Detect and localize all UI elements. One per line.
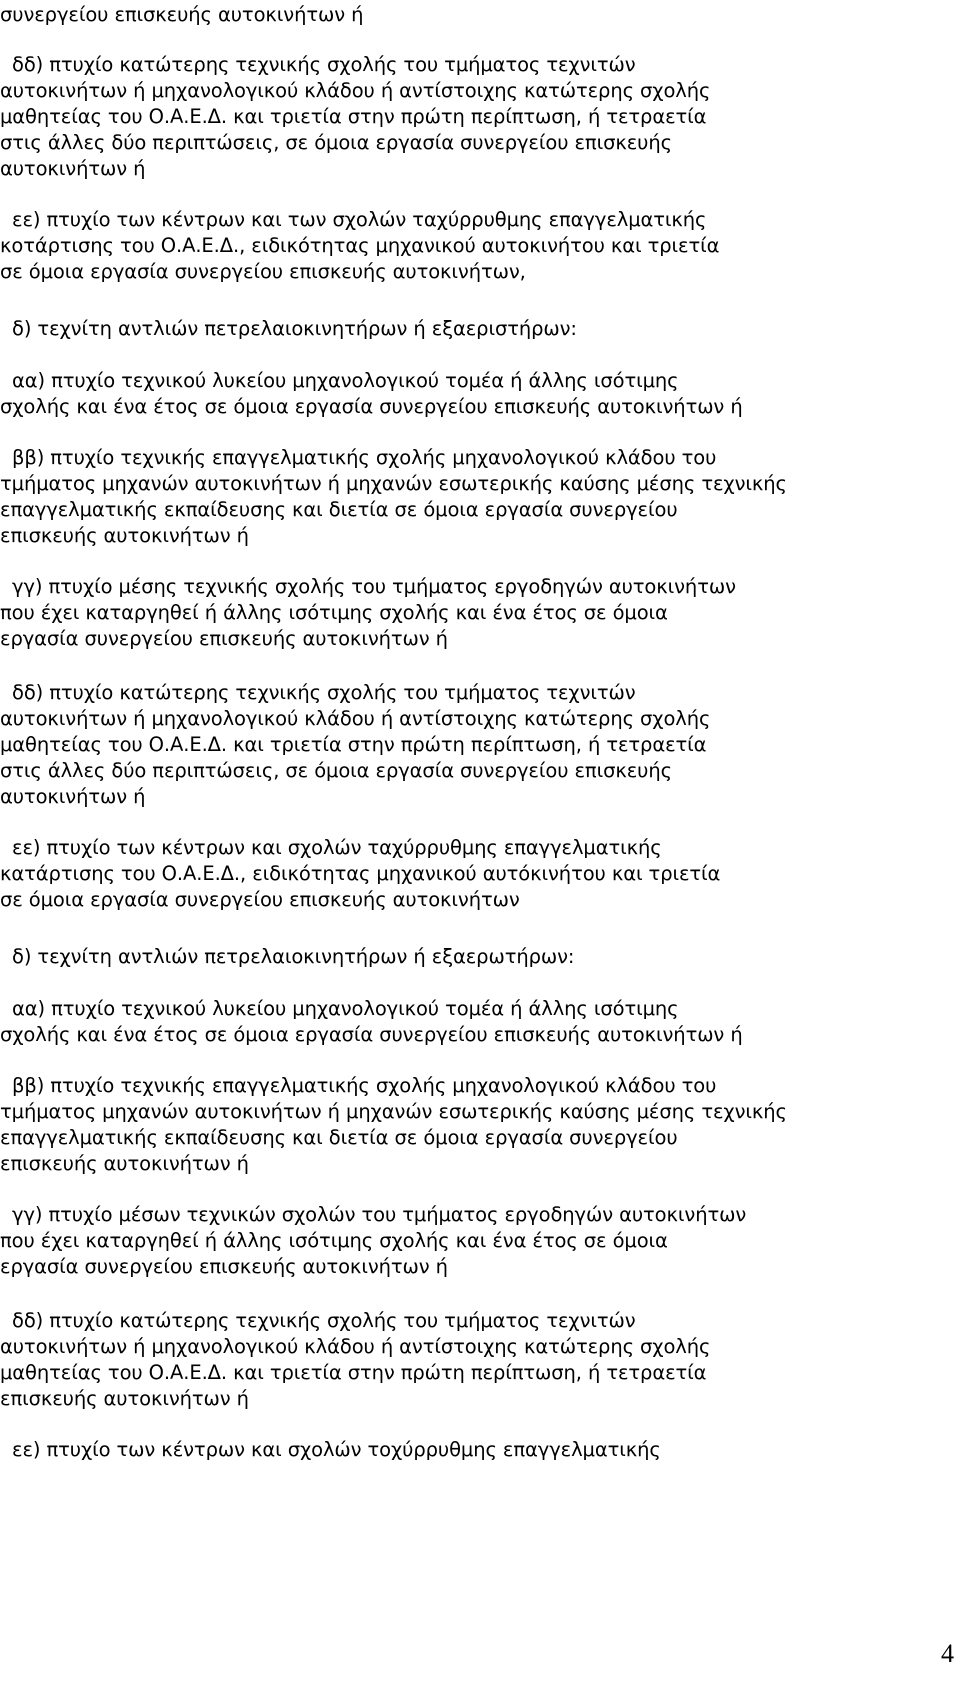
paragraph-line: αυτοκινήτων ή μηχανολογικού κλάδου ή αντίστοιχης κατώτερης σχολής bbox=[0, 79, 711, 102]
paragraph-line: σε όμοια εργασία συνεργείου επισκευής αυτοκινήτων bbox=[0, 888, 520, 911]
paragraph-first-line: δ) τεχνίτη αντλιών πετρελαιοκινητήρων ή εξαεριστήρων: bbox=[12, 317, 577, 340]
paragraph-line: στις άλλες δύο περιπτώσεις, σε όμοια εργασία συνεργείου επισκευής bbox=[0, 759, 672, 782]
paragraph-line: στις άλλες δύο περιπτώσεις, σε όμοια εργασία συνεργείου επισκευής bbox=[0, 131, 672, 154]
paragraph-line: τμήματος μηχανών αυτοκινήτων ή μηχανών εσωτερικής καύσης μέσης τεχνικής bbox=[0, 1100, 787, 1123]
paragraph-first-line: ββ) πτυχίο τεχνικής επαγγελματικής σχολής μηχανολογικού κλάδου του bbox=[12, 446, 717, 469]
paragraph-line: μαθητείας του Ο.Α.Ε.Δ. και τριετία στην πρώτη περίπτωση, ή τετραετία bbox=[0, 1361, 707, 1384]
paragraph-line: αυτοκινήτων ή μηχανολογικού κλάδου ή αντίστοιχης κατώτερης σχολής bbox=[0, 1335, 711, 1358]
paragraph-line: αυτοκινήτων ή bbox=[0, 785, 146, 808]
paragraph-line: επαγγελματικής εκπαίδευσης και διετία σε όμοια εργασία συνεργείου bbox=[0, 498, 678, 521]
paragraph-line: μαθητείας του Ο.Α.Ε.Δ. και τριετία στην πρώτη περίπτωση, ή τετραετία bbox=[0, 733, 707, 756]
paragraph-first-line: δδ) πτυχίο κατώτερης τεχνικής σχολής του τμήματος τεχνιτών bbox=[12, 1309, 636, 1332]
paragraph-line: τμήματος μηχανών αυτοκινήτων ή μηχανών εσωτερικής καύσης μέσης τεχνικής bbox=[0, 472, 787, 495]
paragraph-line: επαγγελματικής εκπαίδευσης και διετία σε όμοια εργασία συνεργείου bbox=[0, 1126, 678, 1149]
paragraph-first-line: δ) τεχνίτη αντλιών πετρελαιοκινητήρων ή εξαερωτήρων: bbox=[12, 945, 575, 968]
paragraph-first-line: γγ) πτυχίο μέσων τεχνικών σχολών του τμήματος εργοδηγών αυτοκινήτων bbox=[12, 1203, 747, 1226]
paragraph-line: σχολής και ένα έτος σε όμοια εργασία συνεργείου επισκευής αυτοκινήτων ή bbox=[0, 395, 743, 418]
paragraph-line: που έχει καταργηθεί ή άλλης ισότιμης σχολής και ένα έτος σε όμοια bbox=[0, 1229, 668, 1252]
paragraph-first-line: ββ) πτυχίο τεχνικής επαγγελματικής σχολής μηχανολογικού κλάδου του bbox=[12, 1074, 717, 1097]
paragraph-first-line: συνεργείου επισκευής αυτοκινήτων ή bbox=[0, 3, 364, 26]
paragraph-first-line: αα) πτυχίο τεχνικού λυκείου μηχανολογικού τομέα ή άλλης ισότιμης bbox=[12, 369, 679, 392]
paragraph-line: επισκευής αυτοκινήτων ή bbox=[0, 1387, 249, 1410]
paragraph-first-line: εε) πτυχίο των κέντρων και σχολών ταχύρρυθμης επαγγελματικής bbox=[12, 836, 662, 859]
paragraph-line: εργασία συνεργείου επισκευής αυτοκινήτων ή bbox=[0, 627, 448, 650]
paragraph-line: επισκευής αυτοκινήτων ή bbox=[0, 524, 249, 547]
paragraph-first-line: γγ) πτυχίο μέσης τεχνικής σχολής του τμήματος εργοδηγών αυτοκινήτων bbox=[12, 575, 736, 598]
paragraph-line: αυτοκινήτων ή μηχανολογικού κλάδου ή αντίστοιχης κατώτερης σχολής bbox=[0, 707, 711, 730]
paragraph-line: μαθητείας του Ο.Α.Ε.Δ. και τριετία στην πρώτη περίπτωση, ή τετραετία bbox=[0, 105, 707, 128]
paragraph-line: αυτοκινήτων ή bbox=[0, 157, 146, 180]
paragraph-line: που έχει καταργηθεί ή άλλης ισότιμης σχολής και ένα έτος σε όμοια bbox=[0, 601, 668, 624]
paragraph-line: επισκευής αυτοκινήτων ή bbox=[0, 1152, 249, 1175]
paragraph-line: εργασία συνεργείου επισκευής αυτοκινήτων ή bbox=[0, 1255, 448, 1278]
paragraph-first-line: δδ) πτυχίο κατώτερης τεχνικής σχολής του τμήματος τεχνιτών bbox=[12, 681, 636, 704]
paragraph-line: σε όμοια εργασία συνεργείου επισκευής αυτοκινήτων, bbox=[0, 260, 526, 283]
paragraph-first-line: δδ) πτυχίο κατώτερης τεχνικής σχολής του τμήματος τεχνιτών bbox=[12, 53, 636, 76]
paragraph-line: σχολής και ένα έτος σε όμοια εργασία συνεργείου επισκευής αυτοκινήτων ή bbox=[0, 1023, 743, 1046]
page-number: 4 bbox=[941, 1639, 954, 1668]
paragraph-first-line: αα) πτυχίο τεχνικού λυκείου μηχανολογικού τομέα ή άλλης ισότιμης bbox=[12, 997, 679, 1020]
paragraph-first-line: εε) πτυχίο των κέντρων και των σχολών ταχύρρυθμης επαγγελματικής bbox=[12, 208, 707, 231]
paragraph-line: κατάρτισης του Ο.Α.Ε.Δ., ειδικότητας μηχανικού αυτόκινήτου και τριετία bbox=[0, 862, 721, 885]
paragraph-line: κοτάρτισης του Ο.Α.Ε.Δ., ειδικότητας μηχανικού αυτοκινήτου και τριετία bbox=[0, 234, 720, 257]
paragraph-first-line: εε) πτυχίο των κέντρων και σχολών τοχύρρυθμης επαγγελματικής bbox=[12, 1438, 661, 1461]
